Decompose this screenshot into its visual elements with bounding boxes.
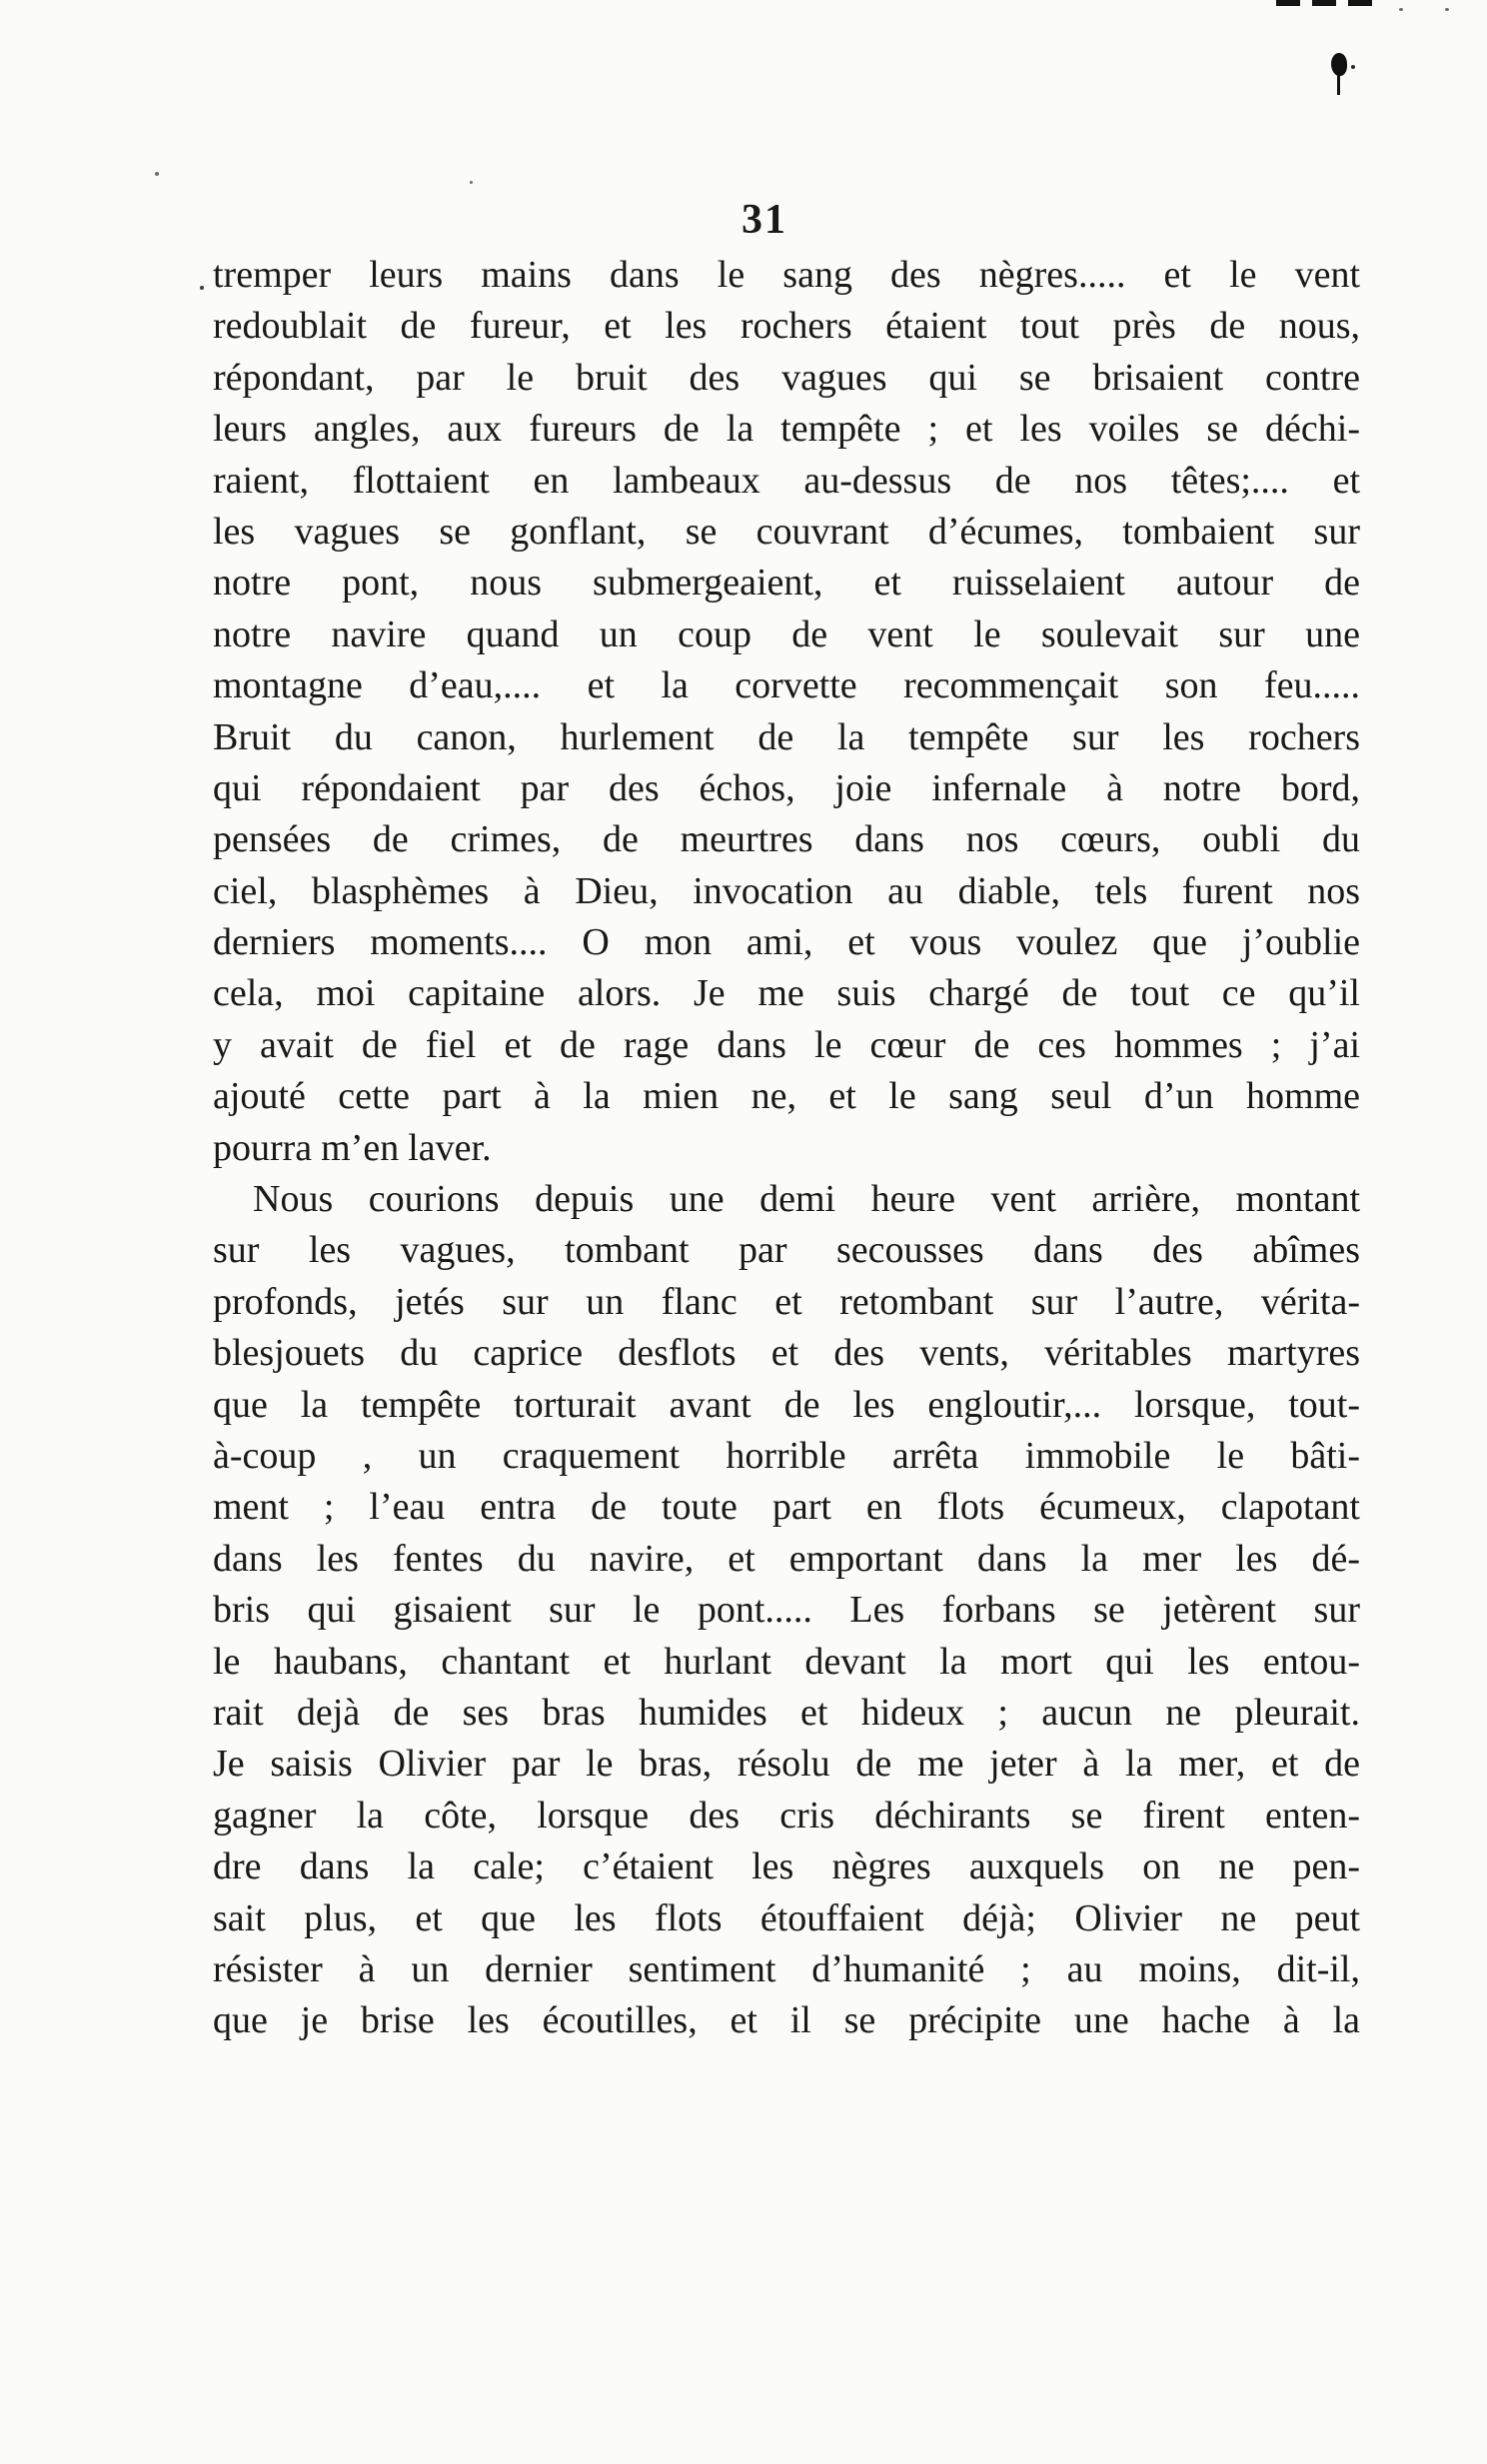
text-line: notre navire quand un coup de vent le soulevait sur une bbox=[213, 613, 1360, 655]
text-line: Bruit du canon, hurlement de la tempête sur les rochers bbox=[213, 715, 1360, 758]
ink-speck bbox=[470, 181, 473, 184]
paragraph bbox=[213, 250, 1360, 1174]
text-line: gagner la côte, lorsque des cris déchirants se firent enten- bbox=[213, 1794, 1360, 1837]
text-line: redoublait de fureur, et les rochers étaient tout près de nous, bbox=[213, 305, 1360, 348]
page-number: 31 bbox=[742, 197, 787, 243]
text-line: pourra m’en laver. bbox=[213, 1126, 492, 1169]
text-line: que je brise les écoutilles, et il se précipite une hache à la bbox=[213, 1999, 1360, 2042]
text-line: dre dans la cale; c’étaient les nègres auxquels on ne pen- bbox=[213, 1846, 1360, 1888]
text-line: profonds, jetés sur un flanc et retombant sur l’autre, vérita- bbox=[213, 1280, 1360, 1323]
text-line: le haubans, chantant et hurlant devant la mort qui les entou- bbox=[213, 1640, 1360, 1683]
text-line: ciel, blasphèmes à Dieu, invocation au diable, tels furent nos bbox=[213, 869, 1360, 912]
text-line: montagne d’eau,.... et la corvette recommençait son feu..... bbox=[213, 664, 1360, 707]
body-text bbox=[213, 250, 1360, 2047]
text-line: résister à un dernier sentiment d’humanité ; au moins, dit-il, bbox=[213, 1947, 1360, 1990]
paragraph bbox=[213, 1174, 1360, 2047]
ink-blot bbox=[1331, 53, 1347, 76]
text-line: y avait de fiel et de rage dans le cœur de ces hommes ; j’ai bbox=[213, 1023, 1360, 1066]
text-line: les vagues se gonflant, se couvrant d’écumes, tombaient sur bbox=[213, 510, 1360, 553]
text-line: ajouté cette part à la mien ne, et le sang seul d’un homme bbox=[213, 1075, 1360, 1118]
text-line: sait plus, et que les flots étouffaient déjà; Olivier ne peut bbox=[213, 1896, 1360, 1939]
text-line: tremper leurs mains dans le sang des nègres..... et le vent bbox=[213, 254, 1360, 296]
scan-dash-artifact bbox=[1276, 0, 1378, 6]
text-line: rait dejà de ses bras humides et hideux ; aucun ne pleurait. bbox=[213, 1691, 1360, 1734]
text-line: cela, moi capitaine alors. Je me suis chargé de tout ce qu’il bbox=[213, 972, 1360, 1015]
text-line: à-coup , un craquement horrible arrêta immobile le bâti- bbox=[213, 1434, 1360, 1477]
text-line: blesjouets du caprice desflots et des vents, véritables martyres bbox=[213, 1332, 1360, 1375]
ink-speck bbox=[1399, 8, 1403, 11]
text-line: dans les fentes du navire, et emportant dans la mer les dé- bbox=[213, 1537, 1360, 1580]
text-line: sur les vagues, tombant par secousses dans des abîmes bbox=[213, 1229, 1360, 1272]
text-line: notre pont, nous submergeaient, et ruisselaient autour de bbox=[213, 562, 1360, 605]
text-line: Je saisis Olivier par le bras, résolu de me jeter à la mer, et de bbox=[213, 1743, 1360, 1786]
ink-speck bbox=[1445, 8, 1449, 11]
text-line: pensées de crimes, de meurtres dans nos cœurs, oubli du bbox=[213, 818, 1360, 861]
text-line: que la tempête torturait avant de les engloutir,... lorsque, tout- bbox=[213, 1383, 1360, 1426]
text-line: Nous courions depuis une demi heure vent arrière, montant bbox=[253, 1178, 1360, 1221]
ink-speck bbox=[155, 172, 159, 176]
text-line: répondant, par le bruit des vagues qui se brisaient contre bbox=[213, 356, 1360, 399]
text-line: qui répondaient par des échos, joie infernale à notre bord, bbox=[213, 766, 1360, 809]
text-line: bris qui gisaient sur le pont..... Les forbans se jetèrent sur bbox=[213, 1589, 1360, 1632]
text-line: leurs angles, aux fureurs de la tempête ; et les voiles se déchi- bbox=[213, 408, 1360, 451]
ink-speck bbox=[200, 286, 204, 290]
text-line: raient, flottaient en lambeaux au-dessus de nos têtes;.... et bbox=[213, 459, 1360, 502]
text-line: ment ; l’eau entra de toute part en flots écumeux, clapotant bbox=[213, 1486, 1360, 1529]
text-line: derniers moments.... O mon ami, et vous voulez que j’oublie bbox=[213, 921, 1360, 964]
